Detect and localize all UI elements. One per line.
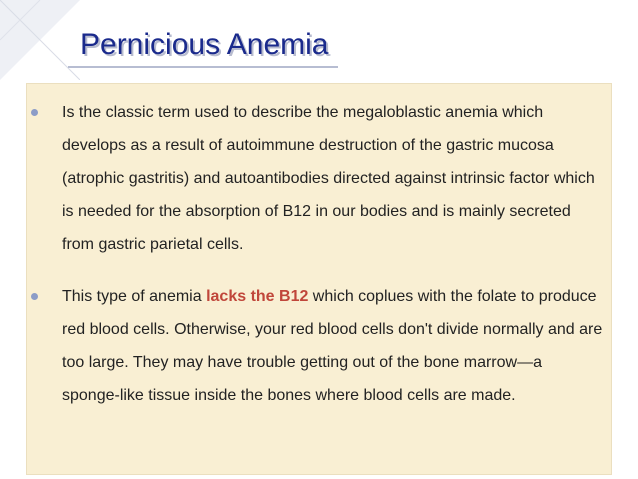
content-panel — [26, 83, 612, 475]
bullet-text: Is the classic term used to describe the megaloblastic anemia which develops as a result of autoimmune destruction of the gastric mucosa (atrophic gastritis) and autoantibodies directed against intrinsic factor which is needed for the absorption of B12 in our bodies and is mainly secreted from gastric parietal cells. — [62, 104, 595, 253]
bullet-text-rest: which coplues with the folate to produce red blood cells. Otherwise, your red blood cells don't divide normally and are too large. They may have trouble getting out of the bone marrow—a sponge-like tissue inside the bones where blood cells are made. — [62, 288, 603, 404]
corner-decoration — [0, 0, 80, 80]
bullet-marker — [31, 293, 38, 300]
slide-title: Pernicious Anemia — [80, 28, 329, 61]
bullet-text — [62, 280, 604, 412]
bullet-marker — [31, 109, 38, 116]
title-underline — [68, 66, 338, 68]
bullet-text-lead: This type of anemia — [62, 288, 207, 305]
highlighted-phrase: lacks the B12 — [206, 288, 309, 305]
